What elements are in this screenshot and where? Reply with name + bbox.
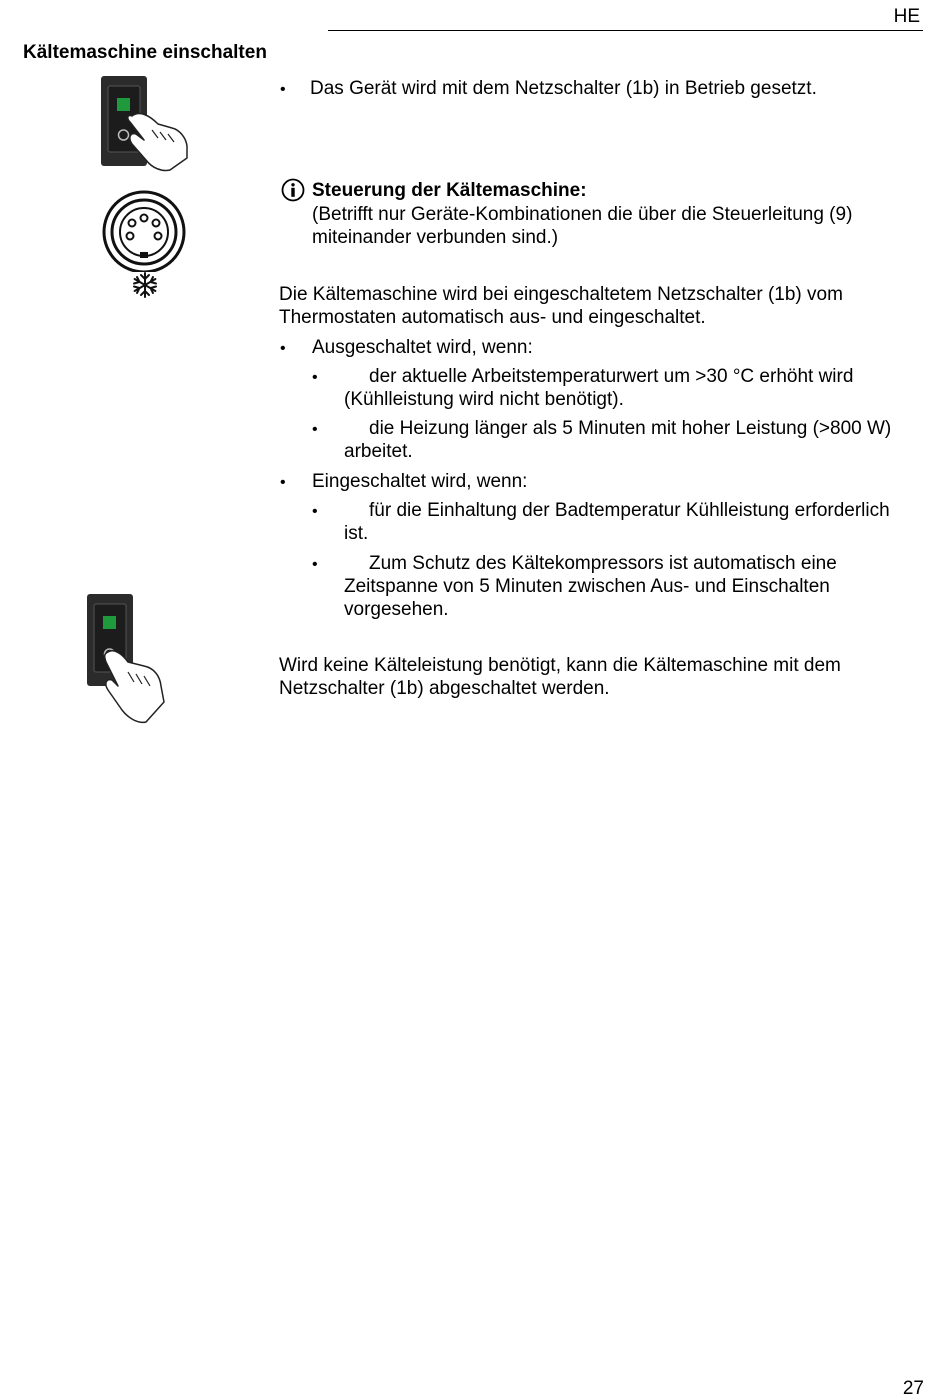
note-title: Steuerung der Kältemaschine: [312, 180, 587, 201]
paragraph-text: Die Kältemaschine wird bei eingeschaltetem Netzschalter (1b) vom [279, 284, 843, 305]
bullet-marker: • [312, 503, 318, 520]
snowflake-icon [131, 271, 159, 299]
bullet-marker: • [280, 340, 286, 357]
bullet-marker: • [312, 556, 318, 573]
bullet-marker: • [280, 474, 286, 491]
note-text: miteinander verbunden sind.) [312, 227, 559, 248]
list-item-text: (Kühlleistung wird nicht benötigt). [344, 389, 624, 410]
list-item-text: der aktuelle Arbeitstemperaturwert um >30 °C erhöht wird [369, 366, 854, 387]
note-text: (Betrifft nur Geräte-Kombinationen die über die Steuerleitung (9) [312, 204, 853, 225]
bullet-marker: • [312, 369, 318, 386]
section-title: Kältemaschine einschalten [23, 42, 267, 63]
header-rule [328, 30, 923, 31]
list-item-text: ist. [344, 523, 369, 544]
power-switch-press-on-icon [96, 72, 192, 174]
list-item-text: Zum Schutz des Kältekompressors ist automatisch eine [369, 553, 837, 574]
condition-heading: Eingeschaltet wird, wenn: [312, 471, 528, 492]
bullet-marker: • [280, 81, 286, 98]
page-number: 27 [902, 1378, 924, 1399]
list-item-text: für die Einhaltung der Badtemperatur Kühlleistung erforderlich [369, 500, 890, 521]
power-switch-press-off-icon [84, 590, 180, 728]
bullet-marker: • [312, 421, 318, 438]
list-item-text: vorgesehen. [344, 599, 449, 620]
list-item-text: die Heizung länger als 5 Minuten mit hoher Leistung (>800 W) [369, 418, 892, 439]
step-text: Das Gerät wird mit dem Netzschalter (1b) in Betrieb gesetzt. [310, 78, 817, 99]
din-connector-icon [100, 190, 190, 272]
info-icon [281, 178, 305, 202]
paragraph-text: Thermostaten automatisch aus- und eingeschaltet. [279, 307, 706, 328]
header-code: HE [893, 6, 920, 27]
list-item-text: Zeitspanne von 5 Minuten zwischen Aus- und Einschalten [344, 576, 830, 597]
condition-heading: Ausgeschaltet wird, wenn: [312, 337, 533, 358]
list-item-text: arbeitet. [344, 441, 413, 462]
paragraph-text: Wird keine Kälteleistung benötigt, kann die Kältemaschine mit dem [279, 655, 841, 676]
paragraph-text: Netzschalter (1b) abgeschaltet werden. [279, 678, 610, 699]
